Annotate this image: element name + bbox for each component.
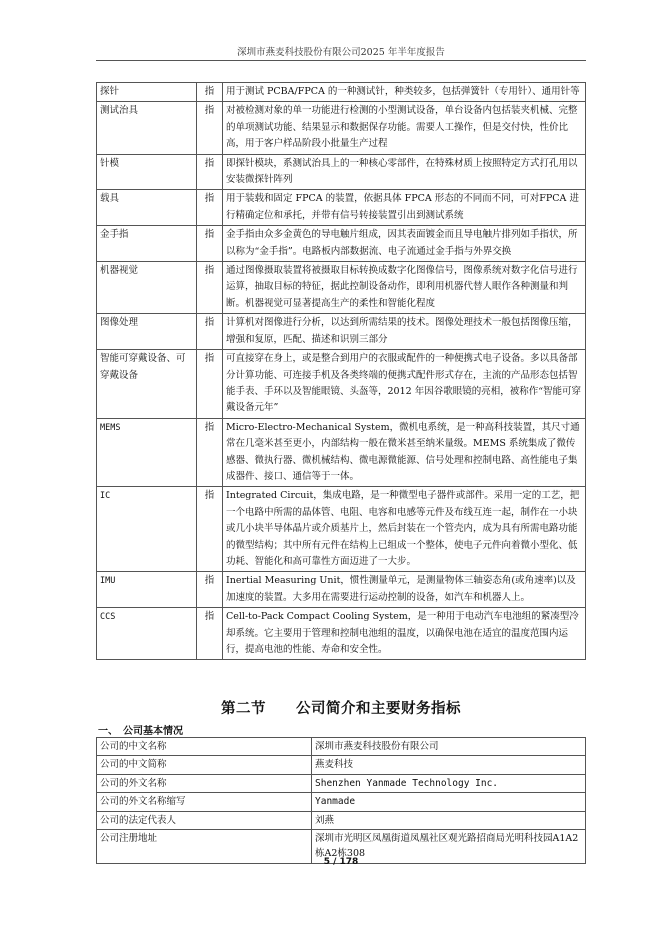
info-label: 公司的外文名称缩写 [97,793,312,811]
glossary-mark: 指 [197,572,223,608]
info-value: Shenzhen Yanmade Technology Inc. [312,774,586,792]
glossary-row [97,314,586,350]
glossary-term: 测试治具 [97,102,197,154]
info-label: 公司注册地址 [97,830,312,864]
glossary-definition: Cell-to-Pack Compact Cooling System，是一种用于电动汽车电池组的紧凑型冷却系统。它主要用于管理和控制电池组的温度，以确保电池在适宜的温度范围内运行，提高电池的性能、寿命和安全性。 [223,608,586,660]
info-value: 燕麦科技 [312,756,586,774]
glossary-row [97,572,586,608]
info-value: Yanmade [312,793,586,811]
glossary-term: MEMS [97,418,197,487]
glossary-row [97,83,586,102]
glossary-row [97,154,586,190]
glossary-row [97,418,586,487]
glossary-mark: 指 [197,418,223,487]
glossary-mark: 指 [197,83,223,102]
glossary-mark: 指 [197,608,223,660]
glossary-definition: 即探针模块，系测试治具上的一种核心零部件，在特殊材质上按照特定方式打孔用以安装微探针阵列 [223,154,586,190]
glossary-definition: 对被检测对象的单一功能进行检测的小型测试设备，单台设备内包括装夹机械、完整的单项测试功能、结果显示和数据保存功能。需要人工操作，但是交付快，性价比高，用于客户样品阶段小批量生产过程 [223,102,586,154]
glossary-definition: 可直接穿在身上，或是整合到用户的衣服或配件的一种便携式电子设备。多以具备部分计算功能、可连接手机及各类终端的便携式配件形式存在，主流的产品形态包括智能手表、手环以及智能眼镜、头盔等，2012 年因谷歌眼镜的亮相，被称作“智能可穿戴设备元年” [223,350,586,419]
glossary-mark: 指 [197,102,223,154]
header-divider [96,60,586,61]
glossary-mark: 指 [197,154,223,190]
glossary-term: 针模 [97,154,197,190]
glossary-term: CCS [97,608,197,660]
glossary-row [97,608,586,660]
glossary-definition: 用于测试 PCBA/FPCA 的一种测试针，种类较多，包括弹簧针（专用针）、通用针等 [223,83,586,102]
glossary-mark: 指 [197,226,223,262]
glossary-definition: 计算机对图像进行分析，以达到所需结果的技术。图像处理技术一般包括图像压缩，增强和复原，匹配、描述和识别三部分 [223,314,586,350]
info-row [97,756,586,774]
glossary-mark: 指 [197,487,223,572]
glossary-term: 载具 [97,190,197,226]
glossary-definition: 通过图像摄取装置将被摄取目标转换成数字化图像信号，图像系统对数字化信号进行运算，抽取目标的特征，据此控制设备动作，即利用机器代替人眼作各种测量和判断。机器视觉可显著提高生产的柔性和智能化程度 [223,262,586,314]
info-label: 公司的中文名称 [97,738,312,756]
glossary-table [96,82,586,660]
glossary-definition: Micro-Electro-Mechanical System，微机电系统，是一种高科技装置，其尺寸通常在几毫米甚至更小，内部结构一般在微米甚至纳米量级。MEMS 系统集成了微传感器、微执行器、微机械结构、微电源微能源、信号处理和控制电路、高性能电子集成器件、接口、通信等于一体。 [223,418,586,487]
glossary-term: 智能可穿戴设备、可穿戴设备 [97,350,197,419]
glossary-term: IC [97,487,197,572]
glossary-mark: 指 [197,350,223,419]
page-number: 5 / 178 [323,857,359,867]
glossary-definition: 用于装载和固定 FPCA 的装置，依据具体 FPCA 形态的不同而不同，可对FPCA 进行精确定位和承托，并带有信号转接装置引出到测试系统 [223,190,586,226]
glossary-definition: Inertial Measuring Unit，惯性测量单元，是测量物体三轴姿态角(或角速率)以及加速度的装置。大多用在需要进行运动控制的设备，如汽车和机器人上。 [223,572,586,608]
info-label: 公司的中文简称 [97,756,312,774]
info-label: 公司的外文名称 [97,774,312,792]
glossary-definition: Integrated Circuit，集成电路，是一种微型电子器件或部件。采用一定的工艺，把一个电路中所需的晶体管、电阻、电容和电感等元件及布线互连一起，制作在一小块或几小块半导体晶片或介质基片上，然后封装在一个管壳内，成为具有所需电路功能的微型结构；其中所有元件在结构上已组成一个整体，使电子元件向着微小型化、低功耗、智能化和高可靠性方面迈进了一大步。 [223,487,586,572]
glossary-mark: 指 [197,262,223,314]
glossary-term: 机器视觉 [97,262,197,314]
glossary-mark: 指 [197,314,223,350]
info-value: 深圳市燕麦科技股份有限公司 [312,738,586,756]
info-row [97,774,586,792]
info-value: 刘燕 [312,811,586,829]
info-row [97,811,586,829]
section-title: 第二节 公司简介和主要财务指标 [221,701,461,717]
glossary-term: IMU [97,572,197,608]
glossary-term: 金手指 [97,226,197,262]
glossary-row [97,487,586,572]
glossary-definition: 金手指由众多金黄色的导电触片组成，因其表面镀金而且导电触片排列如手指状，所以称为“金手指”。电路板内部数据流、电子流通过金手指与外界交换 [223,226,586,262]
company-basic-info-table [96,737,586,864]
glossary-row [97,226,586,262]
glossary-mark: 指 [197,190,223,226]
glossary-row [97,190,586,226]
glossary-row [97,350,586,419]
subsection-heading: 一、 公司基本情况 [98,726,183,737]
glossary-term: 图像处理 [97,314,197,350]
info-value: 深圳市光明区凤凰街道凤凰社区观光路招商局光明科技园A1A2栋A2栋308 [312,830,586,864]
info-label: 公司的法定代表人 [97,811,312,829]
glossary-row [97,262,586,314]
info-row [97,738,586,756]
glossary-row [97,102,586,154]
page-header: 深圳市燕麦科技股份有限公司2025 年半年度报告 [237,47,445,58]
glossary-term: 探针 [97,83,197,102]
info-row [97,793,586,811]
